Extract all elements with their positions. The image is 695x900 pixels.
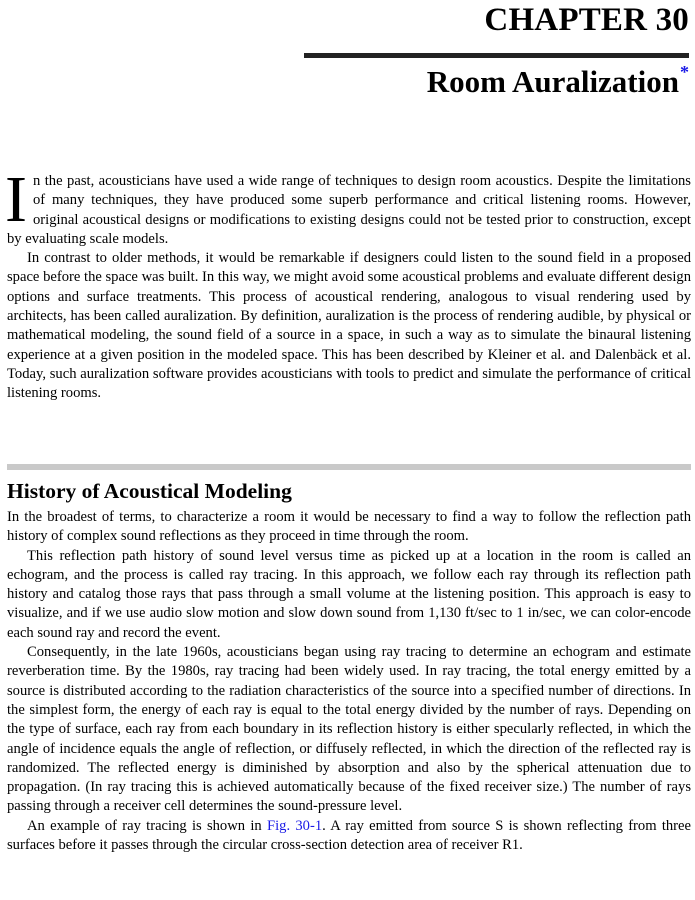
intro-paragraph-1-text: n the past, acousticians have used a wide range of techniques to design room acoustics. Despite the limitations of many techniques, they have produced some superb performance and critical listening rooms. However, original acoustical designs or modifications to existing designs could not be tested prior to construction, except by evaluating scale models. <box>7 173 691 247</box>
chapter-rule <box>304 53 689 58</box>
chapter-title: Room Auralization <box>426 64 679 99</box>
section-heading: History of Acoustical Modeling <box>7 479 292 503</box>
intro-paragraph-1 <box>5 163 691 249</box>
history-paragraph-4 <box>7 817 691 856</box>
history-section <box>7 508 691 855</box>
drop-cap: I <box>5 163 27 236</box>
history-paragraph-1: In the broadest of terms, to characterize a room it would be necessary to find a way to follow the reflection path history of complex sound reflections as they proceed in time through the room. <box>7 509 691 545</box>
history-paragraph-4-lead: An example of ray tracing is shown in <box>27 817 267 834</box>
history-paragraph-3: Consequently, in the late 1960s, acousticians began using ray tracing to determine an echogram and estimate reverberation time. By the 1980s, ray tracing had been widely used. In ray tracing, the total energy emitted by a source is distributed according to the radiation characteristics of the source into a specified number of directions. In the simplest form, the energy of each ray is equal to the total energy divided by the number of rays. Depending on the type of surface, each ray from each boundary in its reflection history is either specularly reflected, in which the angle of incidence equals the angle of reflection, or diffusely reflected, in which the direction of the reflected ray is randomized. The reflected energy is diminished by absorption and also by the spherical attenuation due to propagation. (In ray tracing this is achieved automatically because of the fixed receiver size.) The number of rays passing through a receiver cell determines the sound-pressure level. <box>7 644 691 815</box>
intro-paragraph-2: In contrast to older methods, it would be remarkable if designers could listen to the sound field in a proposed space before the space was built. In this way, we might avoid some acoustical problems and evaluate different design options and surface treatments. This process of acoustical rendering, analogous to visual rendering used by architects, has been called auralization. By definition, auralization is the process of rendering audible, by physical or mathematical modeling, the sound field of a source in a space, in such a way as to simulate the binaural listening experience at a given position in the modeled space. This has been described by Kleiner et al. and Dalenbäck et al. Today, such auralization software provides acousticians with tools to predict and simulate the performance of critical listening rooms. <box>7 250 691 402</box>
history-paragraph-2: This reflection path history of sound level versus time as picked up at a location in the room is called an echogram, and the process is called ray tracing. In this approach, we follow each ray through its reflection path history and catalog those rays that pass through a small volume at the listening position. This approach is easy to visualize, and if we use audio slow motion and slow down sound from 1,130 ft/sec to 1 in/sec, we can color-encode each sound ray and record the event. <box>7 547 691 641</box>
footnote-link[interactable]: * <box>680 62 689 82</box>
figure-link[interactable]: Fig. 30-1 <box>266 817 323 834</box>
chapter-title-block <box>426 62 689 99</box>
section-divider <box>7 464 691 470</box>
intro-section <box>5 163 691 404</box>
chapter-label: CHAPTER 30 <box>484 2 689 38</box>
history-paragraph-4-tail: . A ray emitted from source S is shown reflecting from three surfaces before it passes through the circular cross-section detection area of receiver R1. <box>7 817 692 854</box>
